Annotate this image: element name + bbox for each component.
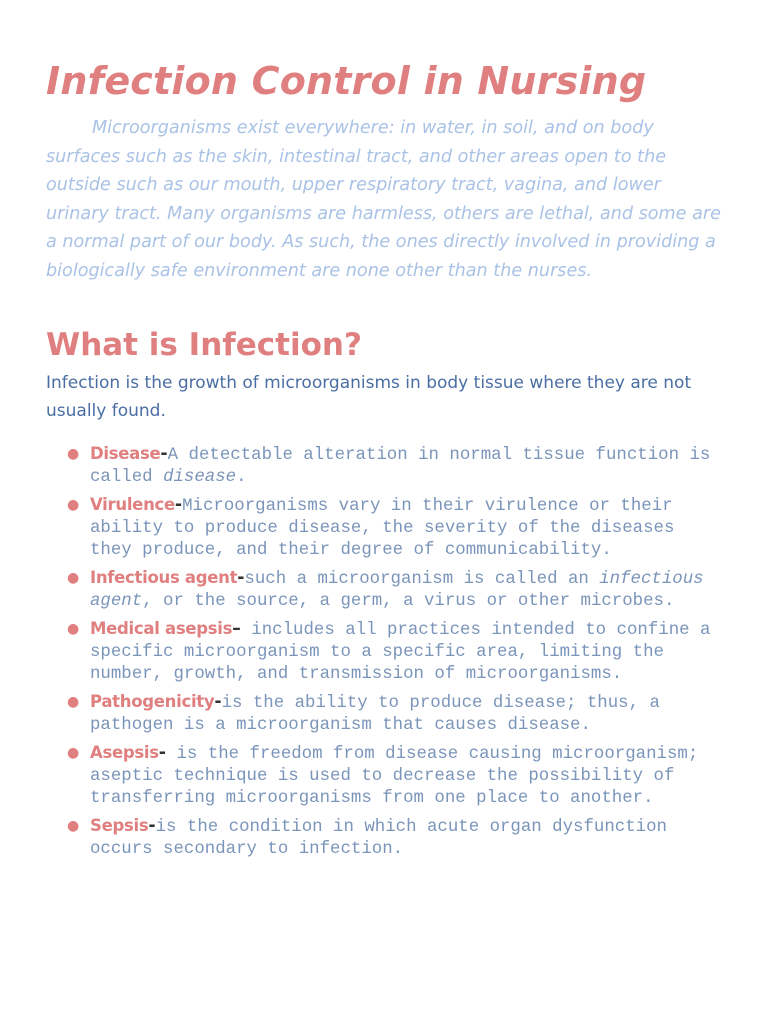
bullet-icon: ●	[67, 445, 80, 462]
term-name: Virulence	[90, 494, 175, 514]
term-item-infectious-agent	[67, 567, 722, 613]
terms-list	[46, 443, 722, 861]
term-text-end: .	[236, 467, 247, 487]
term-name: Infectious agent	[90, 567, 238, 587]
term-name: Asepsis	[90, 742, 159, 762]
term-item-medical-asepsis	[67, 618, 722, 686]
bullet-icon: ●	[67, 693, 80, 710]
bullet-icon: ●	[67, 817, 80, 834]
term-item-virulence	[67, 494, 722, 562]
term-item-sepsis	[67, 815, 722, 861]
bullet-icon: ●	[67, 744, 80, 761]
term-item-disease	[67, 443, 722, 489]
term-text: is the ability to produce disease; thus, a pathogen is a microorganism that causes disease.	[90, 693, 660, 735]
bullet-icon: ●	[67, 496, 80, 513]
term-text: includes all practices intended to confine a specific microorganism to a specific area, limiting the number, growth, and transmission of microorganisms.	[90, 620, 711, 684]
term-item-asepsis	[67, 742, 722, 810]
term-italic: infectious agent	[90, 569, 704, 611]
infection-definition: Infection is the growth of microorganisms in body tissue where they are not usually found.	[46, 372, 692, 421]
term-name: Medical asepsis	[90, 618, 233, 638]
term-dash: -	[148, 815, 156, 836]
term-dash: -	[174, 494, 183, 515]
term-dash: -	[158, 742, 167, 763]
term-italic: disease	[163, 467, 237, 487]
term-name: Disease	[90, 443, 161, 463]
term-text: A detectable alteration in normal tissue function is called	[90, 445, 711, 487]
term-text: is the condition in which acute organ dysfunction occurs secondary to infection.	[90, 817, 667, 859]
term-name: Pathogenicity	[90, 691, 215, 711]
term-text-end: , or the source, a germ, a virus or other microbes.	[142, 591, 675, 611]
term-name: Sepsis	[90, 815, 149, 835]
term-text: such a microorganism is called an	[244, 569, 600, 589]
term-dash: –	[232, 618, 241, 639]
term-text: is the freedom from disease causing microorganism; aseptic technique is used to decrease the possibility of transferring microorganisms from one place to another.	[90, 744, 699, 808]
bullet-icon: ●	[67, 620, 80, 637]
bullet-icon: ●	[67, 569, 80, 586]
term-text: Microorganisms vary in their virulence or their ability to produce disease, the severity of the diseases they produce, and their degree of communicability.	[90, 496, 675, 560]
term-dash: -	[237, 567, 245, 588]
term-dash: -	[214, 691, 222, 712]
intro-paragraph: Microorganisms exist everywhere: in water, in soil, and on body surfaces such as the skin, intestinal tract, and other areas open to the outside such as our mouth, upper respiratory tract, vagina, and lower urinary tract. Many organisms are harmless, others are lethal, and some are a normal part of our body. As such, the ones directly involved in providing a biologically safe environment are none other than the nurses.	[46, 118, 721, 281]
section-heading: What is Infection?	[46, 326, 362, 363]
term-item-pathogenicity	[67, 691, 722, 737]
page-title: Infection Control in Nursing	[46, 59, 647, 103]
term-dash: -	[160, 443, 168, 464]
